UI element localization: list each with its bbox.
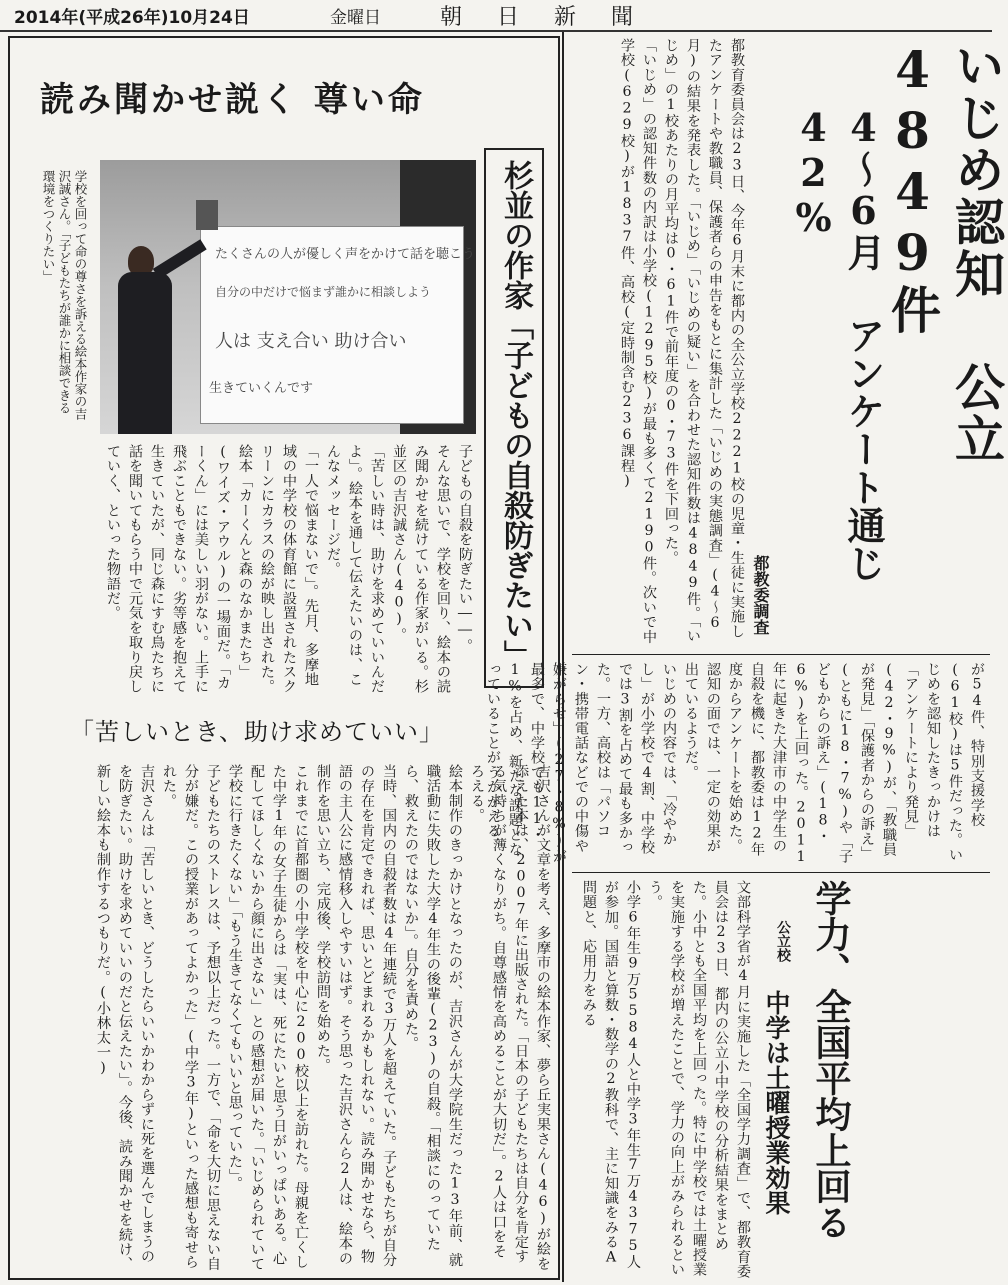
- intro-para: そんな思いで、学校を回り、絵本の読み聞かせを続けている作家がいる。杉並区の吉沢誠さん(40)。: [391, 444, 451, 694]
- section-heading: 「苦しいとき、助け求めていい」: [70, 718, 445, 746]
- yomikikase-intro: [24, 444, 476, 694]
- ijime-para: %)を上回った。2011年に起きた大津市の中学生の自殺を機に、都教委は12年度からアンケートを始め: [727, 662, 809, 866]
- ijime-para: 都教育委員会は23日、今年6月末に都内の全公立学校2221校の児: [729, 38, 745, 521]
- body-para: 吉沢さんは「苦しいとき、どうしたらいいかわからずに死を選んでしまうのを防ぎたい。助けを求めていいのだと伝えたい」。今後、読み聞かせを続け、新しい絵本も制作するつもりだ。(小林太一): [95, 764, 155, 1272]
- board-line: 自分の中だけで悩まず誰かに相談しよう: [215, 285, 432, 299]
- whiteboard: [200, 226, 476, 424]
- masthead: [0, 0, 992, 32]
- board-line: 生きていくんです: [209, 381, 314, 396]
- gakuryoku-para: 校では土曜授業を実施する学校が増えたことで、学力の向上がみられるという。: [647, 880, 707, 1277]
- ijime-body-upper: [578, 38, 748, 648]
- ijime-para: 中学校では3割を占めて最も多かった。一方、高校は「パソコン・携帯電話などでの中傷や嫌がらせ」(27: [551, 662, 655, 855]
- board-line: 人は 支え合い 助け合い: [215, 331, 407, 352]
- ijime-para: 「いじめ」の認知件数の: [641, 38, 657, 200]
- gakuryoku-subhead: 中学は土曜授業効果: [762, 990, 791, 1215]
- ijime-para: の月平均は0・61件で前年度の0・73件を下回った。: [663, 172, 679, 566]
- column-divider: [562, 32, 564, 1282]
- ijime-para: ・9%)が、「教職員が発見」「保護者からの訴え」(ともに18・7%)や「子どもからの訴え」(18・6: [793, 662, 897, 864]
- body-para: これまでに首都圏の小中学校を中心に200校以上を訪れた。母親を亡くした中学1年の女子生徒からは「実は、死にたいと思う日がいっぱいある。心配してほしくないから顔に出さない」との感想が届いた。「いじめられていて学校に行きたくない」「もう生きてなくてもいいと思っていた」。: [227, 764, 309, 1272]
- ijime-para: いじめの内容では、「冷やかし」が小学校で4割、: [639, 662, 677, 846]
- gakuryoku-body: [578, 880, 754, 1280]
- ijime-para: が54件、特別支援学校(61校)は5件だった。いじめを認知したきっかけは「アンケートにより発見」(42: [881, 662, 985, 863]
- subhead-box: [484, 148, 544, 688]
- yomikikase-headline: 読み聞かせ説く 尊い命: [40, 80, 425, 120]
- intro-para: 「一人で悩まないで」。先月、多摩地域の中学校の体育館に設置されたスクリーンにカラスの絵が映し出された。絵本「カーくんと森のなかまたち」(ワイズ・アウル)の一場面だ。「カーくん」には美しい羽がない。上手に飛ぶこともできない。劣等感を抱えて生きていたが、同じ森にすむ鳥たちに話を聞いてもらう中で元気を取り戻していく、といった物語だ。: [105, 444, 319, 694]
- presenter-body: [118, 272, 172, 434]
- photo-caption: 学校を回って命の尊さを訴える絵本作家の吉沢誠さん。「子どもたちが誰かに相談できる環境をつくりたい」: [41, 170, 88, 420]
- classroom-photo: [100, 160, 476, 434]
- gakuryoku-headline: 学力、全国平均上回る: [810, 880, 852, 1240]
- ijime-para: めの疑い」を合わせた認知件数は4849件。「いじめ」の1校あたり: [663, 38, 701, 644]
- intro-para: 「苦しい時は、助けを求めていいんだよ」。絵本を通して伝えたいのは、こんなメッセージだ。: [325, 444, 385, 694]
- ijime-para: た。認知の面では、一定の効果が出ているようだ。: [683, 662, 743, 854]
- presenter-arm: [153, 239, 207, 279]
- ijime-body-lower: [485, 662, 988, 867]
- gakuryoku-para: 都教育委員会は23日、都内の公立小中学校の分析結果をまとめた。小中とも全国平均を上回った。特に中学: [691, 880, 751, 1279]
- ijime-subhead: 4～6月 アンケート通じ42%: [791, 105, 886, 582]
- body-para: 子どもたちのストレスは、予想以上だった。一方で、「命を大切に思えない自分が嫌だ。この授業があってよかった」(中学3年)といった感想も寄せられた。: [161, 764, 221, 1272]
- intro-para: 子どもの自殺を防ぎたい――。: [457, 444, 473, 654]
- body-para: 当時、国内の自殺者数は4年連続で3万人を超えていた。子どもたちが自分の存在を肯定できれば、思いとどまれるかもしれない。読み聞かせなら、物語の主人公に感情移入しやすいはず。そう思った吉沢さんら2人は、絵本の制作を思い立ち、完成後、学校訪問を始めた。: [315, 764, 397, 1268]
- ijime-headline: いじめ認知 公立4849件: [883, 40, 1006, 465]
- ijime-para: ・8%)が最多で、中学校でも11・1%を占め、新たな課題となっていることがうかがえる。: [485, 662, 567, 864]
- yomikikase-body: [22, 764, 554, 1272]
- gakuryoku-label: 公立校: [775, 920, 791, 962]
- gakuryoku-para: 小学6年生9万5584人と中学3年生7万4375人が参加。国語と算数・数学の2教科で、主に知識をみるA問題と、応用力をみる: [581, 880, 641, 1270]
- gakuryoku-para: 文部科学省が4月に実施した「全国学力調査」で、: [735, 880, 751, 1220]
- masthead-date: 2014年(平成26年)10月24日: [14, 8, 250, 28]
- yomikikase-subhead: 杉並の作家「子どもの自殺防ぎたい」: [498, 160, 533, 670]
- ijime-para: した「いじめの実態調査」(4～6月)の結果を発表した。「いじめ」「いじ: [685, 38, 723, 632]
- board-line: たくさんの人が優しく声をかけて話を聴こう: [215, 247, 476, 262]
- ijime-para: 童・生徒に実施したアンケートや教職員、保護者らの申告をもとに集計: [707, 38, 745, 639]
- masthead-weekday: 金曜日: [330, 8, 381, 28]
- right-lower-rule: [572, 872, 990, 873]
- ijime-credit: 都教委調査: [751, 555, 770, 635]
- ijime-para: 内訳は小学校(1295校)が最も多くて2190件。次いで中学校(629校)が1837件、高校(定時制含む236課程): [619, 38, 657, 645]
- masthead-paper: 朝 日 新 聞: [440, 5, 647, 30]
- body-para: 吉沢さんが文章を考え、多摩市の絵本作家、夢ら丘実果さん(46)が絵を添えた本は、2007年に出版された。「日本の子どもたちは自分を肯定する気持ちが薄くなりがち。自尊感情を高めることが大切だ」。2人は口をそろえる。: [469, 764, 551, 1271]
- body-para: 絵本制作のきっかけとなったのが、吉沢さんが大学院生だった13年前、就職活動に失敗した大学4年生の後輩(23)の自殺。「相談にのっていたら、救えたのではないか」。自分を責めた。: [403, 764, 463, 1268]
- projector-screen: [196, 200, 218, 230]
